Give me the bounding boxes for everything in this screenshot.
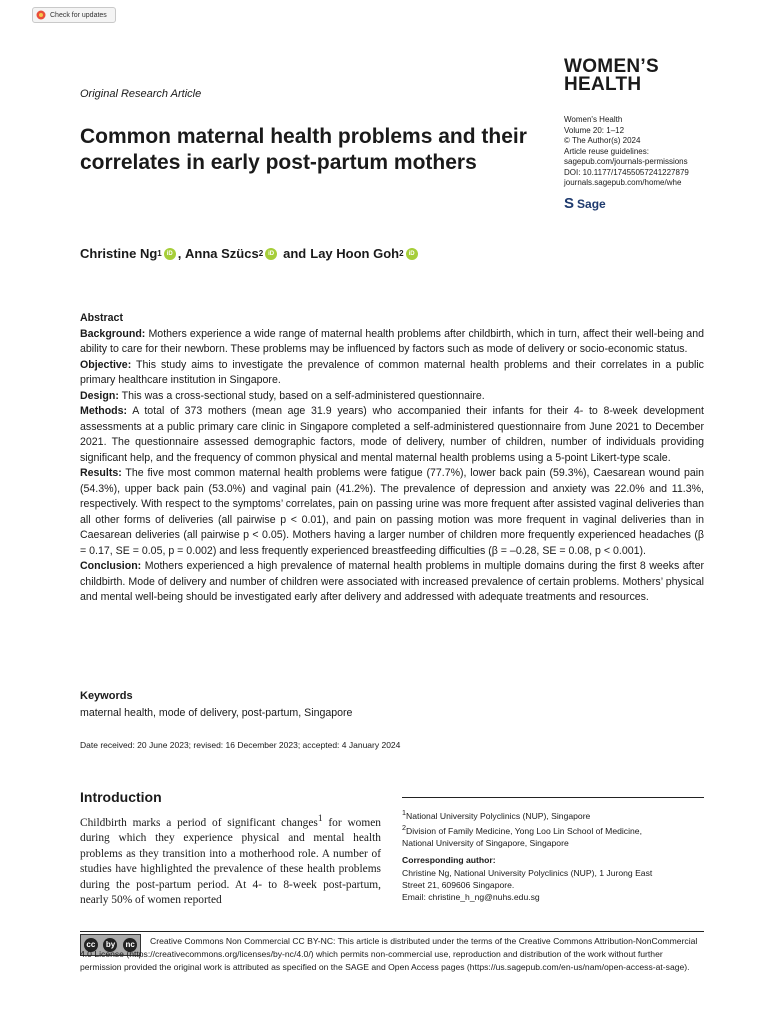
corresponding-email[interactable]: Email: christine_h_ng@nuhs.edu.sg bbox=[402, 892, 540, 902]
abstract-design bbox=[80, 389, 704, 405]
author-list bbox=[80, 246, 420, 261]
orcid-icon[interactable]: iD bbox=[265, 248, 277, 260]
journal-volume: Volume 20: 1–12 bbox=[564, 125, 625, 135]
check-for-updates-badge[interactable] bbox=[32, 7, 116, 23]
author-affiliation-sup: 2 bbox=[258, 249, 264, 258]
affiliation-sup: 1 bbox=[402, 809, 406, 817]
badge-label: Check for updates bbox=[50, 11, 107, 19]
footnote-divider bbox=[402, 797, 704, 798]
author-separator: and bbox=[283, 246, 307, 261]
by-icon: by bbox=[103, 938, 117, 952]
abstract-text: Mothers experienced a high prevalence of maternal health problems in multiple domains during the first 8 weeks after childbirth. Mode of delivery and number of children were associated with increased prevalence of certain problems. Mothers’ physical and mental well-being should be investigated early after delivery and addressed with adequate treatments and resources. bbox=[80, 560, 704, 603]
orcid-icon[interactable]: iD bbox=[406, 248, 418, 260]
abstract-label: Methods: bbox=[80, 405, 128, 417]
permissions-link[interactable]: sagepub.com/journals-permissions bbox=[564, 157, 688, 166]
abstract-text: A total of 373 mothers (mean age 31.9 years) who accompanied their infants for their 4- to 8-week development assessments at a public primary care clinic in Singapore completed a self-administered questionnaire from June 2021 to December 2021. The questionnaire assessed demographic factors, mode of delivery, number of children, number of individuals providing significant help, and the frequency of common physical and mental maternal health problems using a 5-point Likert-type scale. bbox=[80, 405, 704, 464]
affiliation-text: Division of Family Medicine, Yong Loo Lin School of Medicine, bbox=[405, 825, 642, 836]
publisher-logo bbox=[564, 195, 606, 212]
cc-icon: cc bbox=[84, 938, 98, 952]
intro-text-part: Childbirth marks a period of significant changes bbox=[80, 816, 318, 829]
sage-logo-icon: S bbox=[564, 195, 575, 212]
section-heading-introduction: Introduction bbox=[80, 789, 162, 805]
doi-link[interactable]: DOI: 10.1177/17455057241227879 bbox=[564, 167, 689, 177]
abstract-conclusion bbox=[80, 559, 704, 606]
abstract-label: Design: bbox=[80, 389, 119, 402]
abstract-label: Objective: bbox=[80, 358, 132, 371]
author-affiliation-sup: 2 bbox=[399, 249, 404, 258]
journal-logo-line2: HEALTH bbox=[564, 74, 642, 95]
abstract-label: Results: bbox=[80, 467, 122, 479]
article-type: Original Research Article bbox=[80, 88, 202, 100]
corresponding-line: Street 21, 609606 Singapore. bbox=[402, 880, 515, 890]
abstract-label: Background: bbox=[80, 327, 146, 340]
abstract-objective bbox=[80, 358, 704, 389]
intro-text-part: for women during which they experience physical and mental health problems as they transition into a motherhood role. A number of studies have highlighted the prevalence of these health problems during the post-partum period. At 4- to 8-week post-partum, nearly 50% of women reported bbox=[80, 816, 381, 907]
abstract-text: This study aims to investigate the prevalence of common maternal health problems and their correlates in a public primary healthcare institution in Singapore. bbox=[80, 358, 704, 386]
affiliation-1 bbox=[402, 807, 642, 822]
submission-dates: Date received: 20 June 2023; revised: 16 December 2023; accepted: 4 January 2024 bbox=[80, 740, 401, 750]
abstract-text: Mothers experience a wide range of maternal health problems after childbirth, which in turn, affect their well-being and ability to care for their newborn. These problems may be influenced by factors such as mode of delivery or socio-economic status. bbox=[80, 327, 704, 355]
corresponding-author-heading: Corresponding author: bbox=[402, 855, 496, 865]
reuse-label: Article reuse guidelines: bbox=[564, 146, 649, 156]
author-separator: , bbox=[177, 246, 182, 261]
abstract bbox=[80, 311, 704, 606]
affiliations bbox=[402, 807, 642, 849]
publisher-name: Sage bbox=[577, 196, 606, 211]
keywords-list: maternal health, mode of delivery, post-partum, Singapore bbox=[80, 707, 353, 719]
check-for-updates-icon bbox=[36, 10, 46, 20]
author-affiliation-sup: 1 bbox=[157, 249, 162, 258]
citation-ref[interactable]: 1 bbox=[317, 814, 323, 824]
abstract-heading: Abstract bbox=[80, 312, 123, 324]
nc-icon: nc bbox=[123, 938, 137, 952]
abstract-background bbox=[80, 327, 704, 358]
license-text: Creative Commons Non Commercial CC BY-NC: This article is distributed under the terms of the Creative Commons Attribution-NonCommercial 4.0 License (https://creativecommons.org/licenses/by-nc/4.0/) which permits non-commercial use, reproduction and distribution of the work without further permission provided the original work is attributed as specified on the SAGE and Open Access pages (https://us.sagepub.com/en-us/nam/open-access-at-sage). bbox=[80, 936, 698, 972]
abstract-text: The five most common maternal health problems were fatigue (77.7%), lower back pain (59.3%), Caesarean wound pain (54.3%), upper back pain (53.0%) and vaginal pain (41.2%). The prevalence of depression and anxiety was 22.0% and 11.3%, respectively. With respect to the symptoms’ correlates, pain on passing urine was more frequent after assisted vaginal deliveries than all other forms of deliveries (all pairwise p < 0.01), and pain on passing motion was more frequent in vaginal deliveries than in Caesarean deliveries (all pairwise p < 0.05). Mothers having a larger number of children more frequently experienced headaches (β = 0.17, SE = 0.05, p = 0.002) and less frequently experienced breastfeeding difficulties (β = –0.28, SE = 0.08, p < 0.001). bbox=[80, 467, 704, 557]
corresponding-author bbox=[402, 867, 652, 903]
introduction-text bbox=[80, 812, 381, 909]
affiliation-sup: 2 bbox=[402, 823, 406, 832]
journal-name: Women's Health bbox=[564, 115, 623, 124]
abstract-label: Conclusion: bbox=[80, 560, 142, 572]
abstract-methods bbox=[80, 404, 704, 466]
journal-logo-line1: WOMEN’S bbox=[564, 56, 659, 77]
abstract-results bbox=[80, 466, 704, 559]
affiliation-2-cont: National University of Singapore, Singapore bbox=[402, 837, 569, 848]
copyright: © The Author(s) 2024 bbox=[564, 136, 641, 145]
corresponding-line: Christine Ng, National University Polyclinics (NUP), 1 Jurong East bbox=[402, 868, 653, 878]
author-name: Lay Hoon Goh bbox=[310, 246, 400, 261]
journal-meta bbox=[564, 115, 689, 189]
affiliation-2 bbox=[402, 822, 642, 837]
author-name: Christine Ng bbox=[80, 246, 158, 261]
abstract-text: This was a cross-sectional study, based on a self-administered questionnaire. bbox=[121, 389, 485, 402]
article-title: Common maternal health problems and their correlates in early post-partum mothers bbox=[80, 125, 527, 174]
journal-logo bbox=[564, 58, 659, 94]
license-divider bbox=[80, 931, 704, 932]
orcid-icon[interactable]: iD bbox=[164, 248, 176, 260]
author-name: Anna Szücs bbox=[185, 246, 259, 261]
journal-homepage-link[interactable]: journals.sagepub.com/home/whe bbox=[564, 178, 682, 187]
keywords-heading: Keywords bbox=[80, 690, 133, 702]
affiliation-text: National University Polyclinics (NUP), Singapore bbox=[405, 810, 591, 821]
